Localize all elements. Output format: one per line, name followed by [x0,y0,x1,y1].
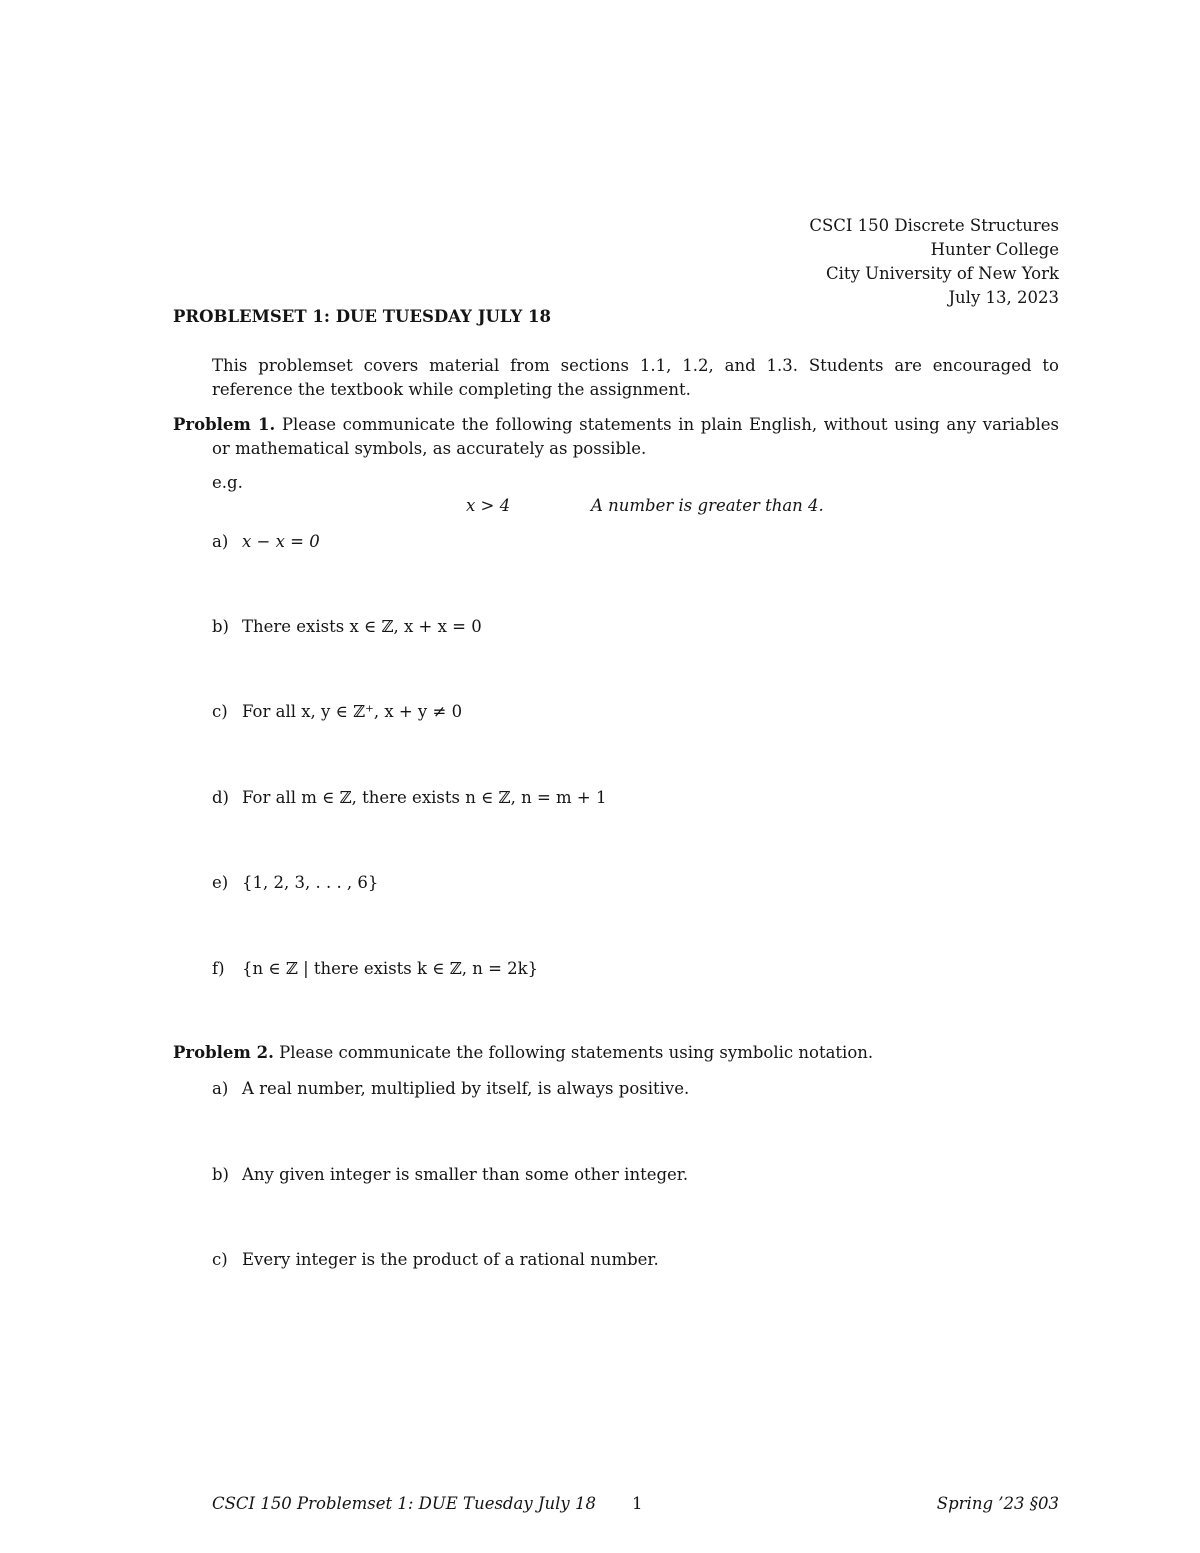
footer-left: CSCI 150 Problemset 1: DUE Tuesday July 18 [212,1494,596,1513]
example-label: e.g. [212,473,243,492]
problem-2-item-label: a) [212,1079,229,1098]
problem-1-item-label: f) [212,959,225,978]
problem-1-item-b: There exists x ∈ ℤ, x + x = 0 [242,617,482,636]
college-name: Hunter College [930,240,1059,259]
problem-2-item-label: c) [212,1250,228,1269]
problem-2-item-b: Any given integer is smaller than some other integer. [242,1165,689,1184]
problem-1-item-a: x − x = 0 [242,532,320,551]
footer-right: Spring ’23 §03 [936,1494,1059,1513]
problem-2-text: Please communicate the following statements using symbolic notation. [279,1043,874,1062]
problem-1-statement [173,413,1059,461]
document-date: July 13, 2023 [948,288,1059,307]
problem-1-label: Problem 1. [173,415,276,434]
example-text: A number is greater than 4. [591,496,824,515]
problem-1-item-label: c) [212,702,228,721]
page-title: PROBLEMSET 1: DUE TUESDAY JULY 18 [173,307,551,326]
problem-1-item-label: a) [212,532,229,551]
course-name: CSCI 150 Discrete Structures [809,216,1059,235]
problem-2-item-c: Every integer is the product of a rational number. [242,1250,659,1269]
problem-1-text: Please communicate the following statements in plain English, without using any variables or mathematical symbols, as accurately as possible. [212,415,1059,458]
problem-2-item-a: A real number, multiplied by itself, is always positive. [242,1079,690,1098]
problem-2-item-label: b) [212,1165,229,1184]
problem-1-item-label: b) [212,617,229,636]
problem-2-statement [173,1043,873,1062]
problem-2-label: Problem 2. [173,1043,274,1062]
problem-1-item-c: For all x, y ∈ ℤ⁺, x + y ≠ 0 [242,702,463,721]
course-header [809,214,1059,310]
university-name: City University of New York [826,264,1059,283]
problem-1-item-d: For all m ∈ ℤ, there exists n ∈ ℤ, n = m + 1 [242,788,607,807]
problem-1-item-label: e) [212,873,229,892]
problem-1-item-label: d) [212,788,229,807]
problem-1-item-f: {n ∈ ℤ | there exists k ∈ ℤ, n = 2k} [242,959,539,978]
page-number: 1 [632,1494,643,1513]
problem-1-item-e: {1, 2, 3, . . . , 6} [242,873,379,892]
example-expression: x > 4 [466,496,511,515]
intro-paragraph: This problemset covers material from sections 1.1, 1.2, and 1.3. Students are encouraged to reference the textbook while completing the assignment. [212,356,1059,399]
